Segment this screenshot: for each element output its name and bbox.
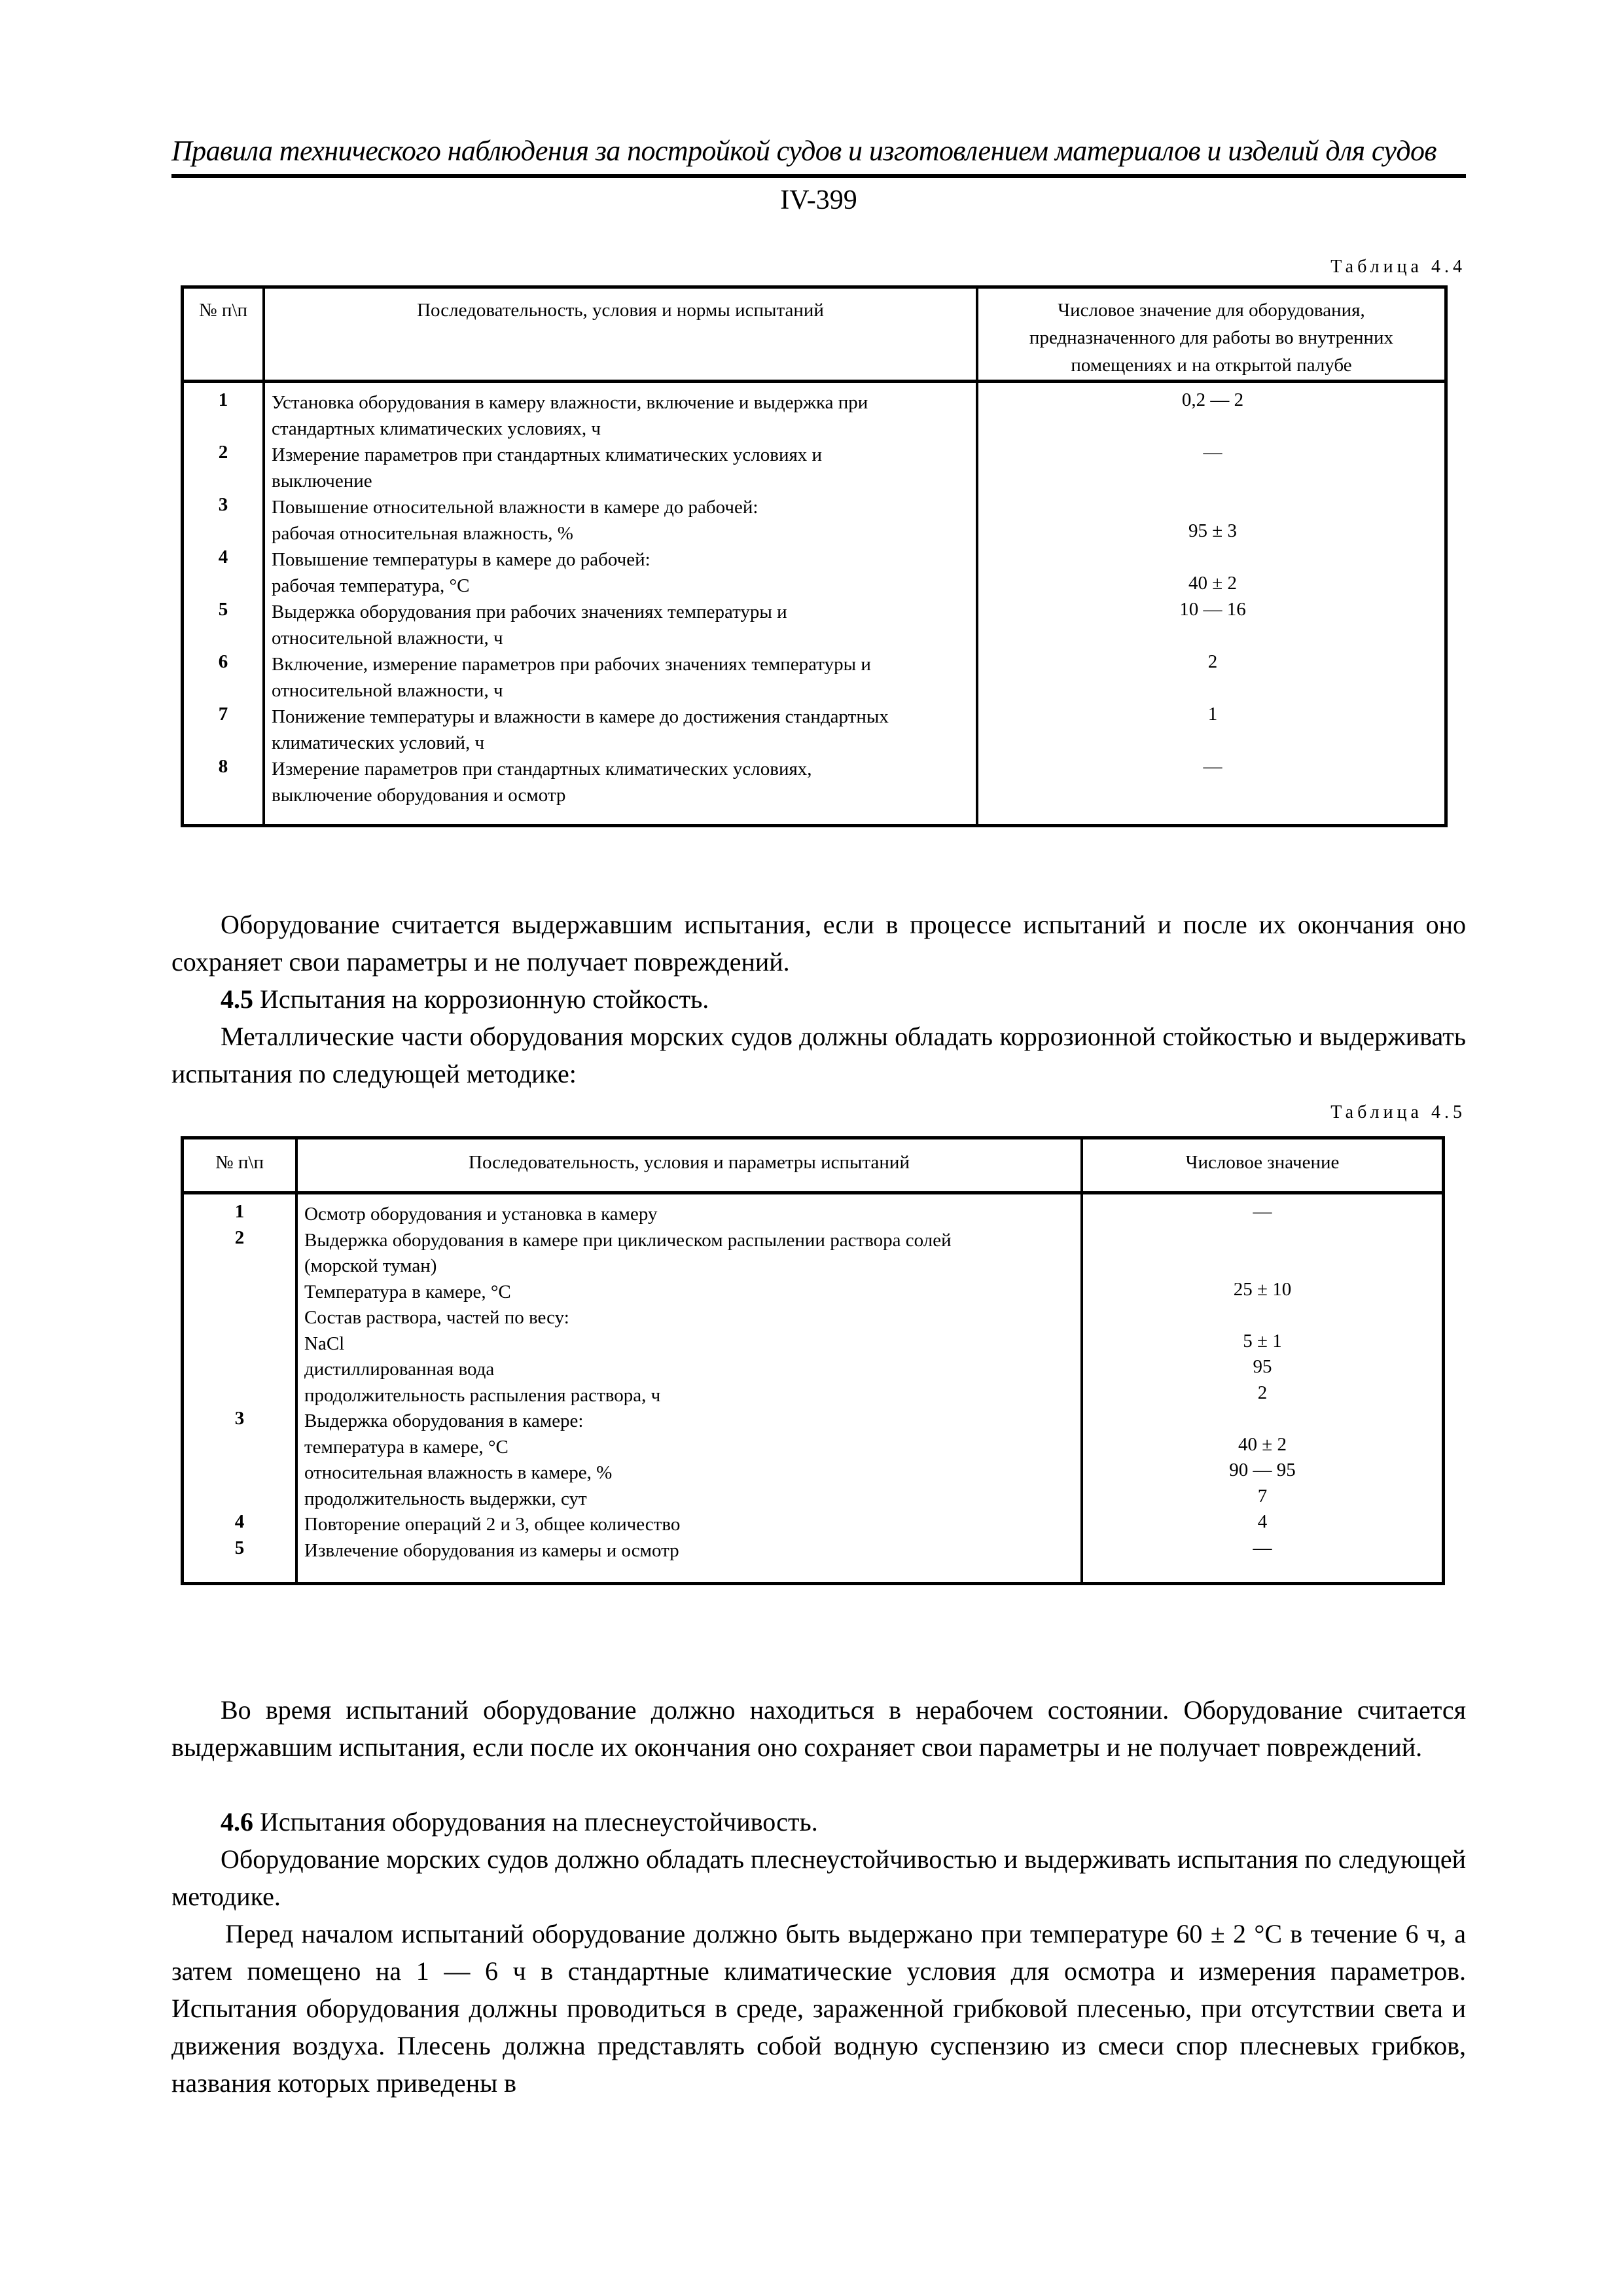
row-number: 3 [218, 494, 228, 515]
row-text: продолжительность выдержки, сут [304, 1488, 587, 1509]
row-value: 90 — 95 [1229, 1460, 1296, 1480]
row-value: 95 [1253, 1356, 1272, 1377]
row-text: Включение, измерение параметров при рабочих значениях температуры и [272, 654, 871, 675]
row-number: 2 [234, 1227, 245, 1248]
row-value: 40 ± 2 [1188, 573, 1237, 594]
section-4-5-heading [171, 980, 1466, 1018]
paragraph-text: Оборудование морских судов должно обладать плеснеустойчивостью и выдерживать испытания по следующей методике. [171, 1844, 1466, 1911]
column-divider [295, 1139, 298, 1582]
row-text: Состав раствора, частей по весу: [304, 1307, 569, 1328]
section-number: 4.5 [221, 984, 253, 1014]
row-value: 4 [1257, 1511, 1268, 1532]
row-value: — [1253, 1201, 1272, 1222]
row-number: 2 [218, 442, 228, 463]
section-title: Испытания оборудования на плеснеустойчивость. [260, 1807, 818, 1837]
column-divider [262, 289, 265, 824]
row-number: 4 [234, 1511, 245, 1532]
col-header-sequence: Последовательность, условия и нормы испытаний [417, 300, 824, 321]
row-number: 7 [218, 704, 228, 725]
row-number: 5 [234, 1537, 245, 1558]
row-text: относительная влажность в камере, % [304, 1462, 613, 1483]
paragraph-text: Во время испытаний оборудование должно находиться в нерабочем состоянии. Оборудование считается выдержавшим испытания, если после их окончания оно сохраняет свои параметры и не получает повреждений. [171, 1695, 1466, 1762]
row-text: Установка оборудования в камеру влажности, включение и выдержка при [272, 392, 868, 413]
row-text: относительной влажности, ч [272, 628, 503, 649]
paragraph-text: Перед началом испытаний оборудование должно быть выдержано при температуре 60 ± 2 °С в течение 6 ч, а затем помещено на 1 — 6 ч в стандартные климатические условия для осмотра и измерения параметров. Испытания оборудования должны проводиться в среде, зараженной грибковой плесенью, при отсутствии света и движения воздуха. Плесень должна представлять собой водную суспензию из смеси спор плесневых грибков, названия которых приведены в [171, 1919, 1466, 2098]
row-text: рабочая температура, °С [272, 575, 470, 596]
row-text: Измерение параметров при стандартных климатических условиях, [272, 759, 812, 780]
row-value: 95 ± 3 [1188, 520, 1237, 541]
table-4-4 [181, 285, 1448, 827]
row-value: 5 ± 1 [1243, 1330, 1282, 1352]
table-4-5-caption: Таблица 4.5 [1330, 1102, 1466, 1122]
section-number: 4.6 [221, 1807, 253, 1837]
row-value: 2 [1207, 651, 1218, 672]
running-title: Правила технического наблюдения за постройкой судов и изготовлением материалов и изделий для судов [171, 135, 1436, 167]
row-text: Выдержка оборудования в камере при циклическом распылении раствора солей [304, 1229, 952, 1251]
row-value: — [1203, 442, 1222, 463]
paragraph-text: Металлические части оборудования морских судов должны обладать коррозионной стойкостью и выдерживать испытания по следующей методике: [171, 1022, 1466, 1088]
section-4-6-heading [171, 1803, 1466, 1840]
row-text: Повышение относительной влажности в камере до рабочей: [272, 497, 758, 518]
row-text: Извлечение оборудования из камеры и осмотр [304, 1539, 679, 1561]
paragraph-test-result-humidity [171, 906, 1466, 980]
row-value: 7 [1257, 1485, 1268, 1507]
row-number: 4 [218, 547, 228, 567]
section-title: Испытания на коррозионную стойкость. [260, 984, 709, 1014]
row-text: стандартных климатических условиях, ч [272, 418, 601, 439]
row-text: Повторение операций 2 и 3, общее количество [304, 1514, 681, 1535]
row-text: относительной влажности, ч [272, 680, 503, 701]
col-header-value: Числовое значение [1185, 1152, 1340, 1173]
row-number: 5 [218, 599, 228, 620]
row-value: 25 ± 10 [1233, 1278, 1292, 1300]
row-number: 8 [218, 756, 228, 777]
row-value: 0,2 — 2 [1181, 389, 1244, 410]
row-text: дистиллированная вода [304, 1359, 495, 1380]
row-text: продолжительность распыления раствора, ч [304, 1384, 661, 1406]
row-value: 10 — 16 [1179, 599, 1246, 620]
row-text: Выдержка оборудования при рабочих значениях температуры и [272, 601, 787, 622]
paragraph-test-result-corrosion [171, 1691, 1466, 1766]
row-value: 2 [1257, 1382, 1268, 1403]
paragraph-text: Оборудование считается выдержавшим испытания, если в процессе испытаний и после их окончания оно сохраняет свои параметры и не получает повреждений. [171, 910, 1466, 977]
col-header-number: № п\п [198, 300, 247, 321]
row-number: 6 [218, 651, 228, 672]
col-header-sequence: Последовательность, условия и параметры испытаний [469, 1152, 910, 1173]
col-header-value: Числовое значение для оборудования, предназначенного для работы во внутренних помещениях и на открытой палубе [1029, 300, 1394, 376]
section-4-6-intro [171, 1840, 1466, 1915]
row-number: 3 [234, 1408, 245, 1429]
row-text: Осмотр оборудования и установка в камеру [304, 1204, 658, 1225]
table-4-4-caption: Таблица 4.4 [1330, 257, 1466, 277]
row-value: 1 [1207, 704, 1218, 725]
row-text: Выдержка оборудования в камере: [304, 1410, 584, 1431]
row-text: NaCl [304, 1333, 345, 1354]
row-text: выключение [272, 471, 372, 492]
section-4-5-intro [171, 1018, 1466, 1092]
row-text: Повышение температуры в камере до рабочей: [272, 549, 651, 570]
header-rule [171, 174, 1466, 178]
row-text: Понижение температуры и влажности в камере до достижения стандартных [272, 706, 889, 727]
row-text: (морской туман) [304, 1255, 437, 1276]
page-number: IV-399 [780, 185, 857, 215]
row-value: — [1203, 756, 1222, 777]
col-header-number: № п\п [215, 1152, 264, 1173]
row-text: выключение оборудования и осмотр [272, 785, 566, 806]
row-value: 40 ± 2 [1238, 1433, 1287, 1455]
row-text: Температура в камере, °С [304, 1281, 511, 1302]
row-text: климатических условий, ч [272, 732, 485, 753]
row-number: 1 [218, 389, 228, 410]
column-divider [976, 289, 978, 824]
table-4-5 [181, 1136, 1445, 1585]
section-4-6-body [171, 1915, 1466, 2102]
row-text: температура в камере, °С [304, 1436, 508, 1458]
row-number: 1 [234, 1201, 245, 1222]
row-text: рабочая относительная влажность, % [272, 523, 573, 544]
row-text: Измерение параметров при стандартных климатических условиях и [272, 444, 823, 465]
row-value: — [1253, 1537, 1272, 1558]
